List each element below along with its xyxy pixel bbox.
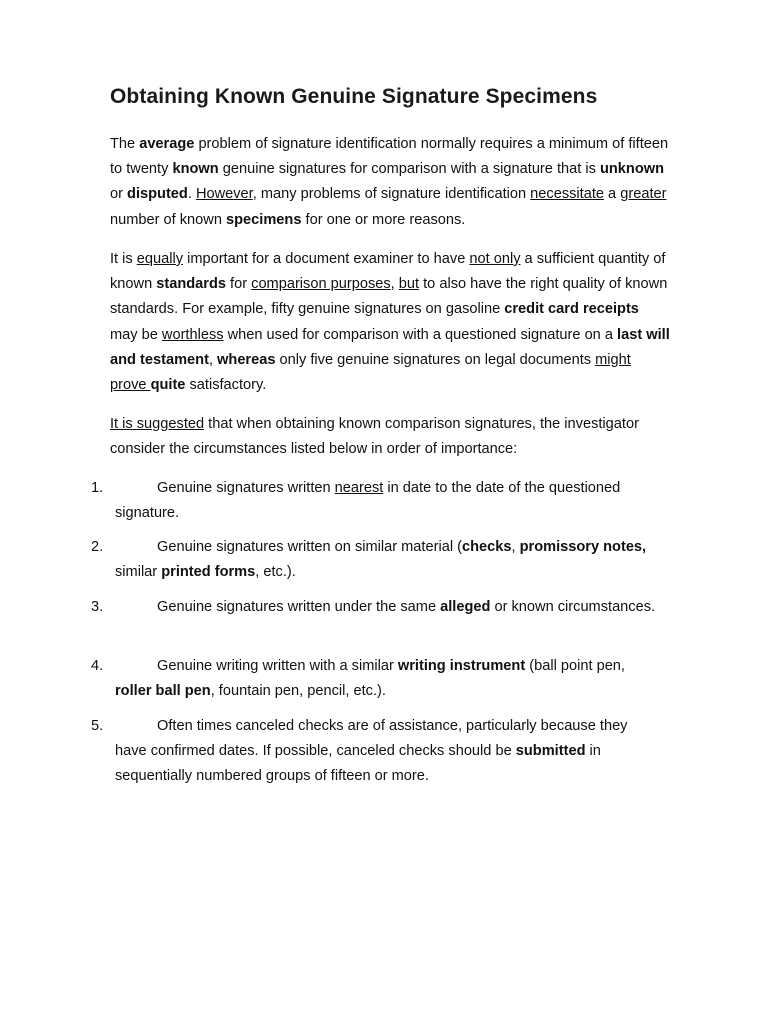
list-item-text [115,714,660,790]
text-span: satisfactory. [185,377,267,394]
text-span: or [110,186,128,203]
text-span: genuine signatures for comparison with a signature that is [218,161,600,178]
bold-term-checks: checks [461,539,512,555]
bold-term-credit-card-receipts: credit card receipts [504,301,639,318]
paragraph-suggestion [110,412,670,462]
text-span: to also have the right quality of known standards. For example, fifty genuine signatures on gasoline [110,276,668,318]
text-span: Genuine signatures written [157,480,335,496]
text-span: when used for comparison with a questioned signature on a [223,326,618,343]
text-span: , many problems of signature identification [252,186,531,203]
text-span: The [110,136,140,152]
text-span: , fountain pen, pencil, etc.). [210,683,386,700]
bold-term-last-will: last will and testament [110,326,670,368]
text-span: a [604,186,621,203]
text-span: number of known [110,211,227,228]
bold-term-quite: quite [150,377,186,394]
text-span: similar [115,539,655,581]
text-span: that when obtaining known comparison signatures, the investigator consider the circumstances listed below in order of importance: [110,416,639,458]
underlined-term-might-prove: might prove [110,351,631,394]
list-number: 3. [91,599,104,615]
text-span: , [208,351,218,368]
text-span: only five genuine signatures on legal documents [275,351,596,368]
bold-term-alleged: alleged [440,599,491,615]
underlined-term-however: However [195,186,253,203]
bold-term-known: known [172,161,219,178]
underlined-term-greater: greater [620,186,667,203]
text-span: may be [110,326,162,343]
text-span: Often times canceled checks are of assistance, particularly because they have confirmed dates. If possible, canceled checks should be [115,718,628,760]
text-span: (ball point pen, [525,658,625,674]
bold-term-average: average [139,136,195,152]
underlined-term-but: but [398,276,420,293]
underlined-term-not-only: not only [469,251,521,267]
bold-term-promissory-notes: promissory notes, [519,539,647,555]
text-span: Genuine signatures written on similar material ( [157,539,462,555]
text-span: a sufficient quantity of known [110,251,666,293]
text-span: Genuine writing written with a similar [157,658,398,674]
text-span: Genuine signatures written under the same [157,599,441,615]
paragraph-quality-of-standards [110,247,670,398]
text-span: in date to the date of the questioned signature. [115,480,621,522]
text-span: problem of signature identification normally requires a minimum of fifteen to twenty [110,136,669,178]
list-item-text [115,595,660,620]
underlined-term-worthless: worthless [161,326,224,343]
list-number: 5. [91,718,104,734]
document-title: Obtaining Known Genuine Signature Specimens [110,85,598,108]
list-number: 1. [91,480,104,496]
text-span: for one or more reasons. [301,211,466,228]
list-number: 2. [91,539,104,555]
text-span: , etc.). [255,564,296,581]
text-span: , [390,276,399,293]
underlined-term-equally: equally [136,251,184,267]
bold-term-standards: standards [156,276,226,293]
bold-term-printed-forms: printed forms [161,564,256,581]
list-number: 4. [91,658,104,674]
list-item-text [115,535,660,585]
underlined-term-it-is-suggested: It is suggested [110,416,205,432]
bold-term-disputed: disputed [127,186,188,203]
underlined-term-necessitate: necessitate [530,186,604,203]
text-span: It is [110,251,137,267]
bold-term-specimens: specimens [226,211,302,228]
list-item-text [115,654,660,704]
text-span: important for a document examiner to have [183,251,470,267]
bold-term-submitted: submitted [515,743,586,760]
bold-term-roller-ball-pen: roller ball pen [115,683,211,700]
underlined-term-comparison-purposes: comparison purposes [251,276,391,293]
text-span: , [511,539,520,555]
bold-term-whereas: whereas [217,351,276,368]
underlined-term-nearest: nearest [334,480,384,496]
text-span: . [187,186,196,203]
bold-term-unknown: unknown [599,161,665,178]
paragraph-minimum-signatures [110,132,670,233]
bold-term-writing-instrument: writing instrument [397,658,526,674]
text-span: or known circumstances. [490,599,656,615]
text-span: for [226,276,252,293]
list-item-text [115,476,660,526]
text-span: in sequentially numbered groups of fifteen or more. [115,743,601,785]
